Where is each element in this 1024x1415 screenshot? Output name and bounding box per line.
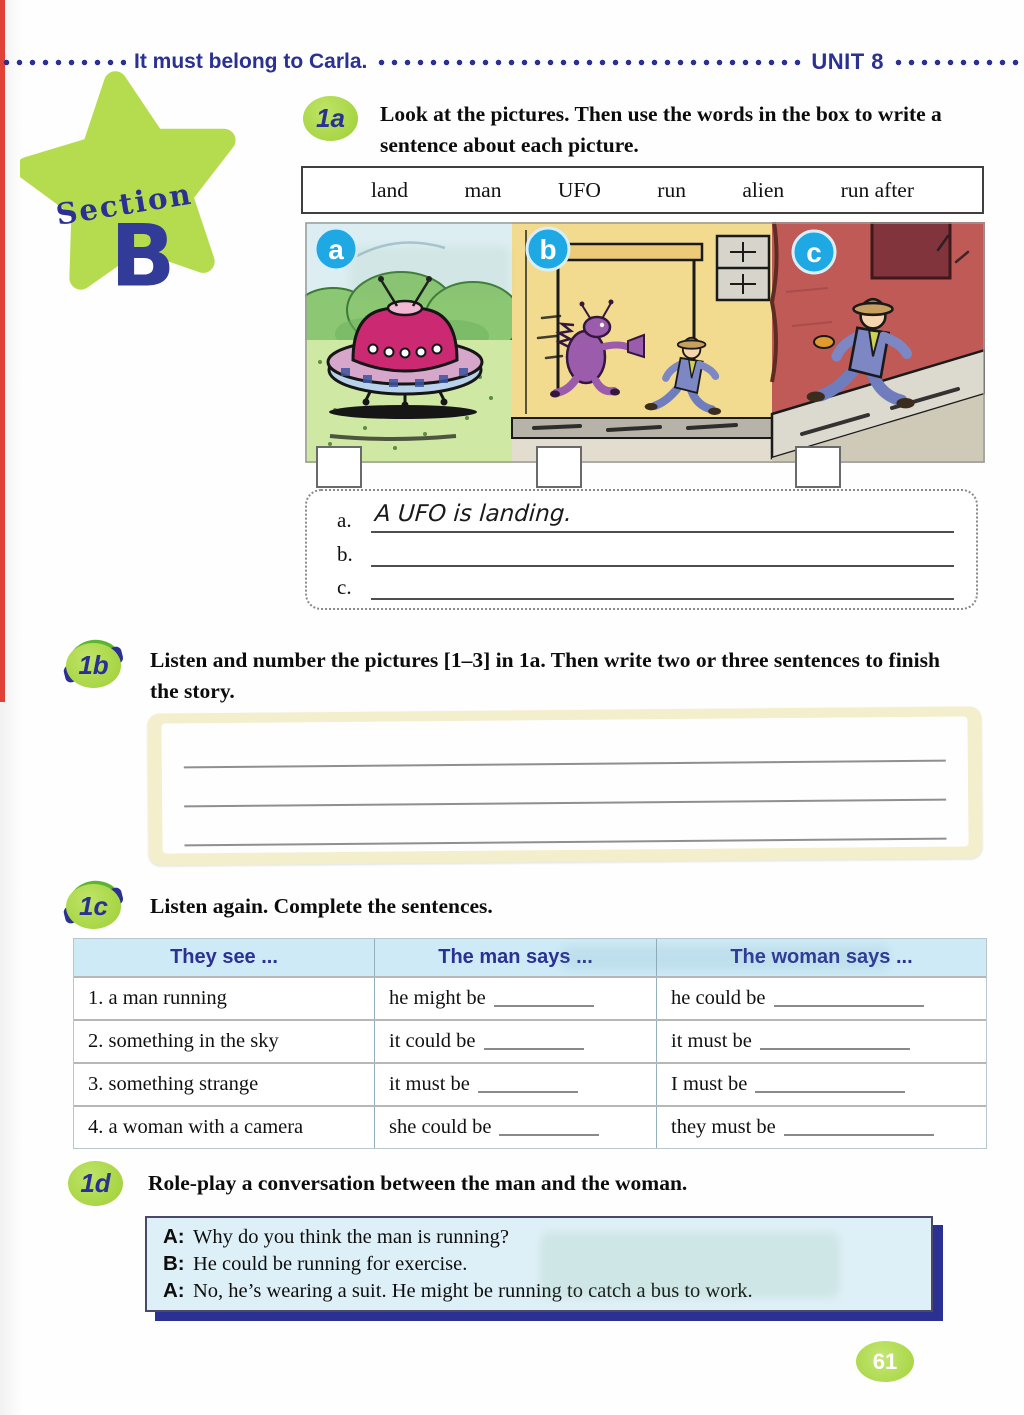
- answer-line: [371, 501, 954, 533]
- blank-line: [774, 990, 924, 1007]
- section-letter: B: [110, 206, 176, 298]
- table-cell: [656, 1064, 986, 1105]
- blank-line: [494, 990, 594, 1007]
- dotted-rule: [892, 59, 1024, 66]
- table-row: [74, 1105, 986, 1148]
- table-cell: [656, 1107, 986, 1148]
- speaker-label: B:: [163, 1251, 185, 1275]
- answer-label: b.: [337, 541, 353, 566]
- cell-text: he might be: [389, 987, 486, 1009]
- column-header: The man says ...: [374, 939, 656, 976]
- word-item: UFO: [557, 177, 601, 202]
- unit-label: UNIT 8: [811, 49, 884, 74]
- writing-line: [184, 801, 946, 847]
- word-item: man: [464, 177, 502, 202]
- unit-title: It must belong to Carla.: [134, 50, 368, 73]
- listening-table: [73, 938, 987, 1149]
- speaker-label: A:: [163, 1225, 185, 1249]
- handwritten-answer: A UFO is landing.: [374, 501, 573, 527]
- column-header: They see ...: [170, 946, 278, 968]
- table-row: [74, 1019, 986, 1062]
- exercise-1d-badge: 1d: [68, 1161, 123, 1206]
- cell-text: they must be: [671, 1116, 776, 1138]
- table-cell: [374, 1107, 656, 1148]
- dialogue-text: He could be running for exercise.: [193, 1252, 468, 1275]
- answer-line: [371, 568, 954, 600]
- picture-label-a: a: [328, 234, 344, 265]
- column-header: The woman says ...: [656, 939, 986, 976]
- exercise-1a-instruction: Look at the pictures. Then use the words in the box to write a sentence about each picture.: [380, 102, 942, 157]
- table-row: [74, 976, 986, 1019]
- cell-text: it could be: [389, 1030, 476, 1052]
- number-square-b: [536, 446, 582, 488]
- blank-line: [755, 1076, 905, 1093]
- page-number-badge: 61: [856, 1341, 914, 1382]
- blank-line: [484, 1033, 584, 1050]
- speaker-label: A:: [163, 1278, 185, 1302]
- word-item: land: [371, 177, 409, 202]
- dialogue-line: [163, 1251, 915, 1277]
- exercise-1b-badge: 1b: [66, 643, 121, 688]
- writing-line: [183, 717, 945, 769]
- table-cell: 4. a woman with a camera: [88, 1116, 304, 1138]
- story-writing-pad: [147, 706, 982, 865]
- cell-text: it must be: [389, 1073, 470, 1095]
- answer-line: [371, 535, 954, 567]
- writing-area: [161, 716, 968, 853]
- word-item: alien: [742, 177, 785, 202]
- table-cell: [374, 1021, 656, 1062]
- table-body: [74, 976, 986, 1148]
- table-cell: [374, 978, 656, 1019]
- table-cell: 3. something strange: [88, 1073, 259, 1095]
- table-cell: [656, 978, 986, 1019]
- table-cell: [656, 1021, 986, 1062]
- answer-row-a: [337, 501, 954, 533]
- answer-row-b: [337, 535, 954, 567]
- picture-label-b: b: [539, 234, 557, 265]
- cell-text: she could be: [389, 1116, 492, 1138]
- picture-strip: [305, 222, 985, 463]
- cell-text: he could be: [671, 987, 766, 1009]
- exercise-1a-badge: 1a: [303, 96, 358, 141]
- answer-label: c.: [337, 575, 352, 599]
- number-square-c: [795, 446, 841, 488]
- word-item: run after: [840, 177, 914, 202]
- table-header-row: [74, 939, 986, 976]
- blank-line: [760, 1033, 910, 1050]
- writing-line: [184, 762, 946, 808]
- blank-line: [499, 1119, 599, 1136]
- table-cell: [374, 1064, 656, 1105]
- exercise-1b-instruction: Listen and number the pictures [1–3] in 1a. Then write two or three sentences to finish the story.: [150, 648, 940, 703]
- dotted-rule: [0, 59, 126, 66]
- dialogue-text: No, he’s wearing a suit. He might be running to catch a bus to work.: [193, 1279, 753, 1302]
- window-icon: [717, 236, 769, 300]
- red-edge-strip: [0, 0, 5, 702]
- table-cell: 2. something in the sky: [88, 1030, 279, 1052]
- picture-c-man-scene: [772, 222, 985, 463]
- answer-label: a.: [337, 508, 352, 532]
- picture-b-alien-scene: [512, 222, 772, 463]
- table-cell: 1. a man running: [88, 987, 227, 1009]
- cell-text: it must be: [671, 1030, 752, 1052]
- picture-label-c: c: [806, 237, 822, 268]
- role-play-dialogue-box: [145, 1216, 933, 1312]
- dialogue-line: [163, 1278, 915, 1304]
- dialogue-text: Why do you think the man is running?: [193, 1226, 509, 1249]
- word-item: run: [657, 177, 686, 202]
- section-b-star: [20, 66, 240, 298]
- dotted-rule: [375, 59, 803, 66]
- word-box: [301, 166, 984, 214]
- cell-text: I must be: [671, 1073, 748, 1095]
- section-word: Section: [53, 176, 195, 232]
- blank-line: [784, 1119, 934, 1136]
- dialogue-line: [163, 1224, 915, 1250]
- picture-a-ufo-scene: [305, 222, 521, 463]
- number-square-a: [316, 446, 362, 488]
- answer-row-c: [337, 568, 954, 600]
- exercise-1d-instruction: Role-play a conversation between the man and the woman.: [148, 1171, 688, 1195]
- exercise-1c-badge: 1c: [66, 884, 121, 929]
- exercise-1c-instruction: Listen again. Complete the sentences.: [150, 894, 493, 918]
- sentence-answer-box: [305, 489, 978, 610]
- table-row: [74, 1062, 986, 1105]
- blank-line: [478, 1076, 578, 1093]
